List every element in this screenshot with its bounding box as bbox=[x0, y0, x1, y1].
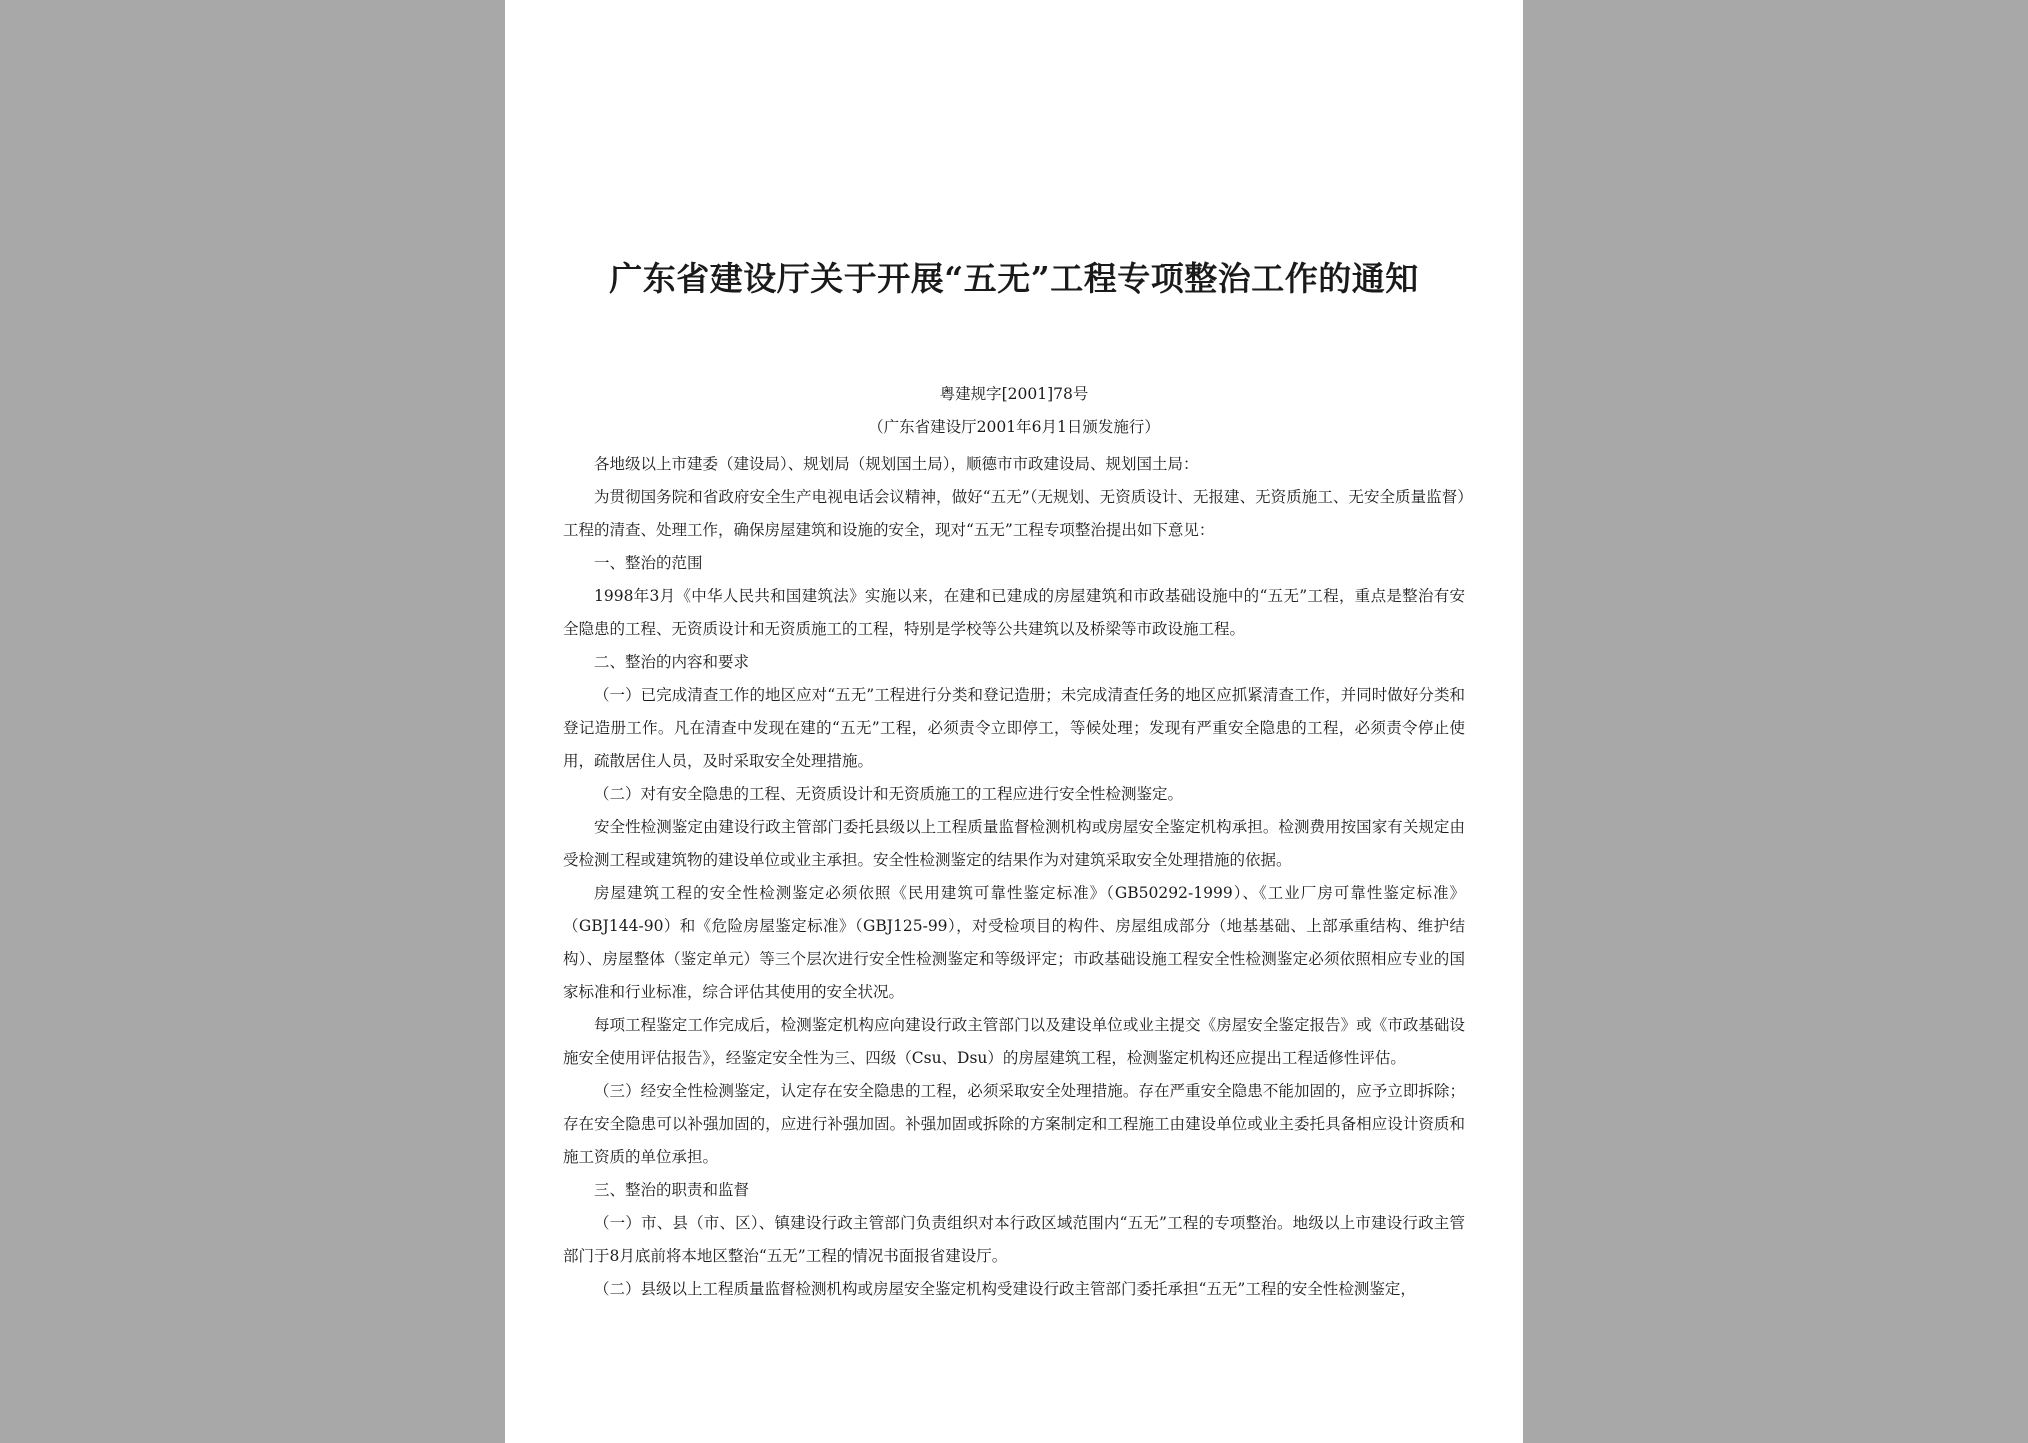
issue-date: （广东省建设厅2001年6月1日颁发施行） bbox=[868, 418, 1160, 436]
document-number: 粤建规字[2001]78号 bbox=[939, 385, 1089, 403]
paragraph-duty-1: （一）市、县（市、区）、镇建设行政主管部门负责组织对本行政区域范围内“五无”工程的专项整治。地级以上市建设行政主管部门于8月底前将本地区整治“五无”工程的情况书面报省建设厅。 bbox=[563, 1214, 1465, 1265]
paragraph-inspection-agency: 安全性检测鉴定由建设行政主管部门委托县级以上工程质量监督检测机构或房屋安全鉴定机构承担。检测费用按国家有关规定由受检测工程或建筑物的建设单位或业主承担。安全性检测鉴定的结果作为对建筑采取安全处理措施的依据。 bbox=[563, 818, 1465, 869]
document-body bbox=[563, 448, 1465, 1306]
paragraph-standards: 房屋建筑工程的安全性检测鉴定必须依照《民用建筑可靠性鉴定标准》（GB50292-1999）、《工业厂房可靠性鉴定标准》（GBJ144-90）和《危险房屋鉴定标准》（GBJ125-99），对受检项目的构件、房屋组成部分（地基基础、上部承重结构、维护结构）、房屋整体（鉴定单元）等三个层次进行安全性检测鉴定和等级评定；市政基础设施工程安全性检测鉴定必须依照相应专业的国家标准和行业标准，综合评估其使用的安全状况。 bbox=[563, 884, 1465, 1001]
paragraph-item-3: （三）经安全性检测鉴定，认定存在安全隐患的工程，必须采取安全处理措施。存在严重安全隐患不能加固的，应予立即拆除；存在安全隐患可以补强加固的，应进行补强加固。补强加固或拆除的方案制定和工程施工由建设单位或业主委托具备相应设计资质和施工资质的单位承担。 bbox=[563, 1082, 1465, 1166]
paragraph-item-2: （二）对有安全隐患的工程、无资质设计和无资质施工的工程应进行安全性检测鉴定。 bbox=[594, 785, 1184, 803]
section-heading-duties: 三、整治的职责和监督 bbox=[594, 1181, 750, 1199]
paragraph-item-1: （一）已完成清查工作的地区应对“五无”工程进行分类和登记造册；未完成清查任务的地区应抓紧清查工作，并同时做好分类和登记造册工作。凡在清查中发现在建的“五无”工程，必须责令立即停工，等候处理；发现有严重安全隐患的工程，必须责令停止使用，疏散居住人员，及时采取安全处理措施。 bbox=[563, 686, 1465, 770]
paragraph-intro: 为贯彻国务院和省政府安全生产电视电话会议精神，做好“五无”（无规划、无资质设计、无报建、无资质施工、无安全质量监督）工程的清查、处理工作，确保房屋建筑和设施的安全，现对“五无”工程专项整治提出如下意见： bbox=[563, 488, 1465, 539]
document-title: 广东省建设厅关于开展“五无”工程专项整治工作的通知 bbox=[609, 259, 1419, 298]
paragraph-reports: 每项工程鉴定工作完成后，检测鉴定机构应向建设行政主管部门以及建设单位或业主提交《房屋安全鉴定报告》或《市政基础设施安全使用评估报告》，经鉴定安全性为三、四级（Csu、Dsu）的房屋建筑工程，检测鉴定机构还应提出工程适修性评估。 bbox=[563, 1016, 1465, 1067]
paragraph-duty-2: （二）县级以上工程质量监督检测机构或房屋安全鉴定机构受建设行政主管部门委托承担“五无”工程的安全性检测鉴定， bbox=[594, 1280, 1416, 1298]
section-heading-scope: 一、整治的范围 bbox=[594, 554, 703, 572]
section-heading-content: 二、整治的内容和要求 bbox=[594, 653, 750, 671]
document-page bbox=[505, 0, 1523, 1443]
paragraph-scope: 1998年3月《中华人民共和国建筑法》实施以来，在建和已建成的房屋建筑和市政基础设施中的“五无”工程，重点是整治有安全隐患的工程、无资质设计和无资质施工的工程，特别是学校等公共建筑以及桥梁等市政设施工程。 bbox=[563, 587, 1465, 638]
paragraph-addressees: 各地级以上市建委（建设局）、规划局（规划国土局），顺德市市政建设局、规划国土局： bbox=[594, 455, 1199, 473]
